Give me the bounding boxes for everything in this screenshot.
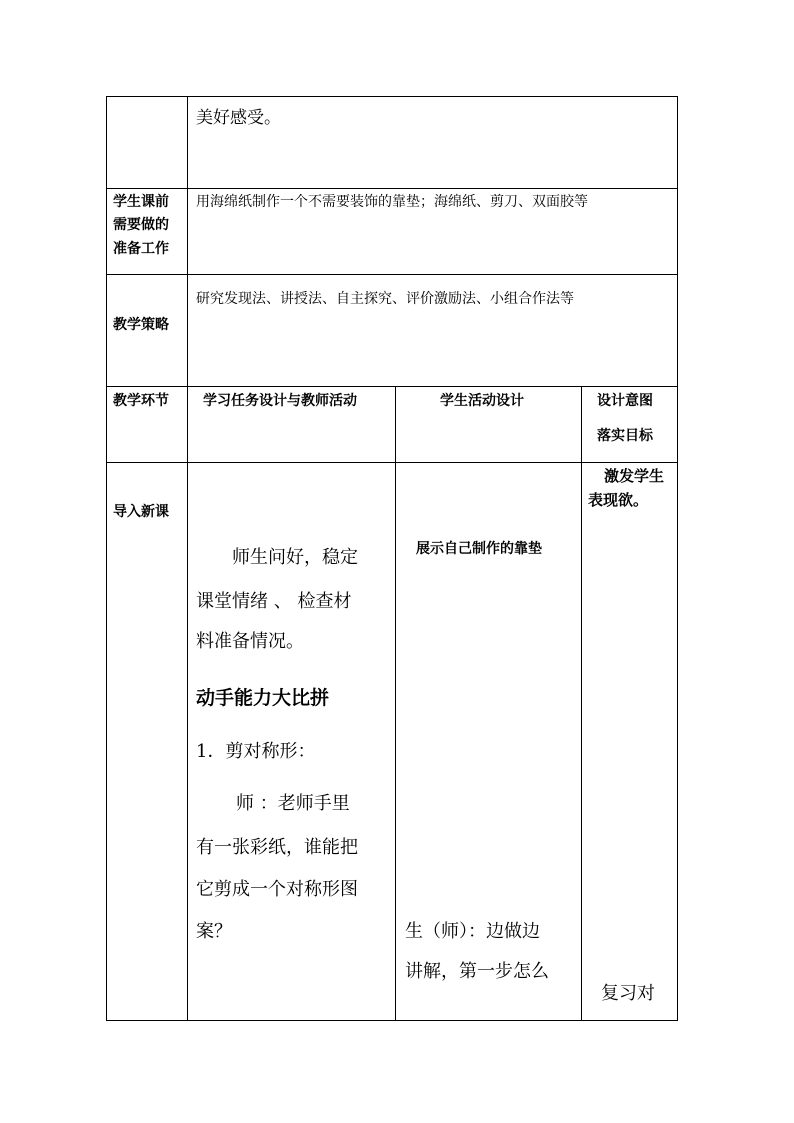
teacher-line-3: 料准备情况。 [196,631,304,652]
prep-label-line-3: 准备工作 [113,241,169,257]
table-row-divider [106,274,678,275]
teacher-line-2: 课堂情绪 、 检查材 [196,591,352,612]
table-row-divider [106,386,678,387]
student-show: 展示自己制作的靠垫 [416,541,542,557]
teacher-line-1: 师生问好，稳定 [232,547,358,568]
table-column-divider [581,386,582,1021]
table-border-right [677,96,678,1021]
strategy-content: 研究发现法、讲授法、自主探究、评价激励法、小组合作法等 [196,291,574,307]
table-row-divider [106,462,678,463]
intent-line-1: 激发学生 [604,467,665,485]
top-row-content: 美好感受。 [196,108,281,128]
header-task: 学习任务设计与教师活动 [203,393,357,409]
student-line-1: 生（师）：边做边 [405,921,540,942]
header-stage: 教学环节 [113,393,169,409]
student-line-2: 讲解，第一步怎么 [405,961,549,982]
table-column-divider [395,386,396,1021]
table-border-left [106,96,107,1021]
table-border-top [106,96,678,97]
header-student: 学生活动设计 [440,393,524,409]
intent-line-2: 表现欲。 [588,491,649,509]
intent-bottom: 复习对 [601,983,655,1004]
table-border-bottom [106,1020,678,1021]
header-intent-line-1: 设计意图 [597,393,653,409]
table-column-divider [187,96,188,1021]
teacher2-line-4: 案？ [196,921,232,942]
prep-content: 用海绵纸制作一个不需要装饰的靠垫；海绵纸、剪刀、双面胶等 [196,194,588,210]
teacher2-line-3: 它剪成一个对称形图 [196,879,358,900]
lesson-stage: 导入新课 [113,504,169,520]
strategy-label: 教学策略 [113,317,169,333]
item-1: 1．剪对称形： [196,741,316,762]
header-intent-line-2: 落实目标 [597,428,653,444]
prep-label-line-2: 需要做的 [113,217,169,233]
table-row-divider [106,188,678,189]
teacher2-line-2: 有一张彩纸，谁能把 [196,837,358,858]
prep-label-line-1: 学生课前 [113,194,169,210]
section-title: 动手能力大比拼 [196,687,330,709]
teacher2-line-1: 师 ：老师手里 [236,793,350,814]
